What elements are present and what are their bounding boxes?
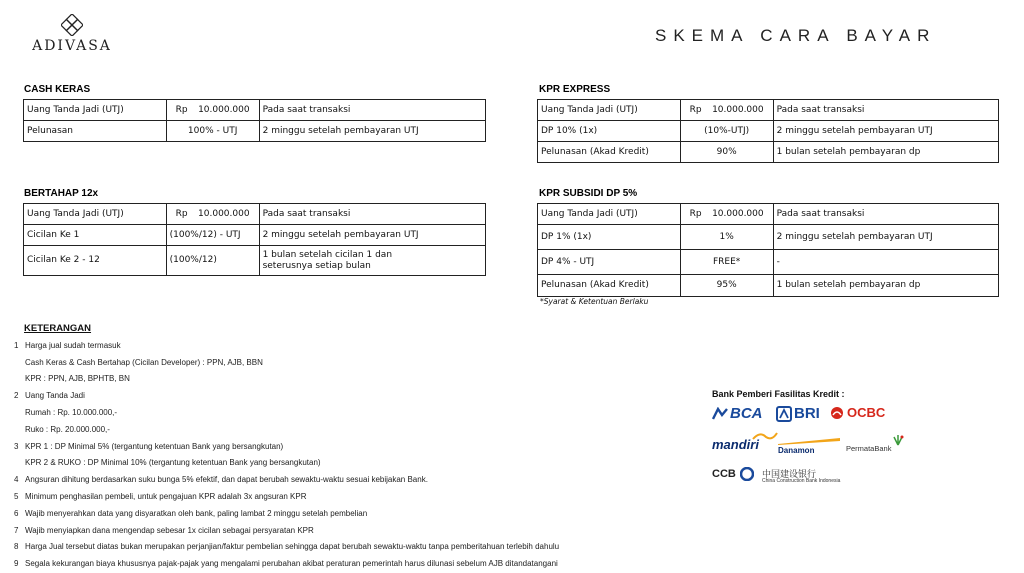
row-note: Pada saat transaksi (773, 204, 998, 225)
permata-logo (846, 444, 891, 453)
item-number: 3 (14, 441, 19, 451)
currency-label: Rp (175, 208, 188, 219)
row-label: Uang Tanda Jadi (UTJ) (538, 100, 681, 121)
row-note: 2 minggu setelah pembayaran UTJ (773, 121, 998, 142)
row-value: FREE* (680, 250, 773, 275)
ccb-mark-icon (740, 467, 754, 481)
cash-keras-table (23, 99, 486, 142)
row-note: 1 bulan setelah pembayaran dp (773, 275, 998, 297)
kpr-express-title: KPR EXPRESS (539, 84, 611, 95)
row-value: 95% (680, 275, 773, 297)
row-note: 2 minggu setelah pembayaran UTJ (259, 225, 485, 246)
table-row (538, 225, 999, 250)
table-row (24, 246, 486, 276)
bertahap-table (23, 203, 486, 276)
item-text: Wajib menyerahkan data yang disyaratkan oleh bank, paling lambat 2 minggu setelah pembelian (25, 508, 368, 518)
amount-value: 10.000.000 (712, 104, 764, 115)
ccb-logo (712, 467, 754, 481)
item-number: 7 (14, 525, 19, 535)
kpr-subsidi-table (537, 203, 999, 297)
row-label: DP 10% (1x) (538, 121, 681, 142)
ccb-english-name: China Construction Bank Indonesia (762, 478, 841, 484)
item-text: Minimum penghasilan pembeli, untuk pengajuan KPR adalah 3x angsuran KPR (25, 492, 307, 502)
ccb-text: CCB (712, 468, 736, 480)
row-label: Cicilan Ke 2 - 12 (24, 246, 167, 276)
bertahap-title: BERTAHAP 12x (24, 188, 99, 199)
list-item (14, 387, 559, 404)
brand-emblem-icon (61, 14, 83, 36)
row-amount (680, 204, 773, 225)
currency-label: Rp (175, 104, 188, 115)
row-label: DP 4% - UTJ (538, 250, 681, 275)
row-value: (100%/12) (166, 246, 259, 276)
table-row (24, 225, 486, 246)
bri-logo (776, 405, 820, 422)
table-row (24, 204, 486, 225)
list-item (14, 337, 559, 354)
table-row (538, 100, 999, 121)
item-text: Angsuran dihitung berdasarkan suku bunga 5% efektif, dan dapat berubah sewaktu-waktu sesuai kebijakan Bank. (25, 475, 428, 485)
list-item (14, 505, 559, 522)
currency-label: Rp (689, 208, 702, 219)
row-note: 1 bulan setelah pembayaran dp (773, 142, 998, 163)
currency-label: Rp (689, 104, 702, 115)
permata-leaf-icon (892, 434, 904, 446)
row-value: 90% (680, 142, 773, 163)
danamon-swoosh-icon (778, 437, 840, 445)
list-item (14, 471, 559, 488)
row-label: Pelunasan (Akad Kredit) (538, 142, 681, 163)
item-text: Segala kekurangan biaya khususnya pajak-pajak yang mengalami perubahan akibat peraturan pemerintah harus dilunasi sebelum AJB ditandatangani (25, 559, 558, 569)
item-text: Uang Tanda Jadi (25, 391, 85, 401)
table-row (538, 250, 999, 275)
table-row (538, 204, 999, 225)
row-label: Uang Tanda Jadi (UTJ) (24, 204, 167, 225)
keterangan-title: KETERANGAN (24, 323, 92, 334)
item-text: Ruko : Rp. 20.000.000,- (25, 424, 110, 434)
row-amount (166, 100, 259, 121)
item-number: 2 (14, 391, 19, 401)
ocbc-logo (830, 405, 885, 420)
keterangan-list (14, 337, 559, 572)
item-text: Rumah : Rp. 10.000.000,- (25, 408, 118, 418)
ocbc-text: OCBC (847, 405, 886, 420)
list-item (14, 555, 559, 572)
table-row (538, 121, 999, 142)
bri-text: BRI (794, 405, 820, 422)
row-amount (680, 100, 773, 121)
row-value: (100%/12) - UTJ (166, 225, 259, 246)
item-text: KPR : PPN, AJB, BPHTB, BN (25, 374, 130, 384)
amount-value: 10.000.000 (712, 208, 764, 219)
row-value: (10%-UTJ) (680, 121, 773, 142)
row-value: 1% (680, 225, 773, 250)
row-label: DP 1% (1x) (538, 225, 681, 250)
mandiri-text: mandiri (712, 437, 759, 452)
item-number: 9 (14, 559, 19, 569)
bca-text: BCA (730, 405, 763, 422)
row-value: 100% - UTJ (166, 121, 259, 142)
list-item (14, 488, 559, 505)
item-number: 1 (14, 340, 19, 350)
row-label: Pelunasan (24, 121, 167, 142)
list-item (14, 438, 559, 455)
item-text: Wajib menyiapkan dana mengendap sebesar 1x cicilan sebagai persyaratan KPR (25, 525, 314, 535)
item-number: 5 (14, 492, 19, 502)
row-note: 2 minggu setelah pembayaran UTJ (259, 121, 485, 142)
row-note: Pada saat transaksi (773, 100, 998, 121)
page-title: SKEMA CARA BAYAR (655, 26, 937, 45)
permata-text: PermataBank (846, 444, 892, 453)
row-label: Cicilan Ke 1 (24, 225, 167, 246)
kpr-express-table (537, 99, 999, 163)
row-note: Pada saat transaksi (259, 100, 485, 121)
amount-value: 10.000.000 (198, 104, 250, 115)
item-text: Cash Keras & Cash Bertahap (Cicilan Developer) : PPN, AJB, BBN (25, 357, 263, 367)
table-row (24, 121, 486, 142)
list-item (14, 421, 559, 438)
bank-section-title: Bank Pemberi Fasilitas Kredit : (712, 389, 845, 399)
table-row (538, 275, 999, 297)
row-label: Pelunasan (Akad Kredit) (538, 275, 681, 297)
amount-value: 10.000.000 (198, 208, 250, 219)
item-number: 4 (14, 475, 19, 485)
list-item (14, 455, 559, 472)
list-item (14, 354, 559, 371)
ocbc-mark-icon (830, 406, 844, 420)
table-row (24, 100, 486, 121)
row-note: - (773, 250, 998, 275)
item-text: Harga jual sudah termasuk (25, 340, 121, 350)
table-row (538, 142, 999, 163)
row-label: Uang Tanda Jadi (UTJ) (24, 100, 167, 121)
bca-mark-icon (712, 407, 728, 421)
note-line: seterusnya setiap bulan (262, 260, 371, 271)
list-item (14, 522, 559, 539)
list-item (14, 539, 559, 556)
item-number: 6 (14, 508, 19, 518)
row-amount (166, 204, 259, 225)
danamon-text: Danamon (778, 446, 815, 455)
item-text: KPR 1 : DP Minimal 5% (tergantung ketentuan Bank yang bersangkutan) (25, 441, 284, 451)
brand-logo (26, 14, 118, 54)
mandiri-logo (712, 437, 759, 452)
brand-name: ADIVASA (32, 38, 112, 54)
row-label: Uang Tanda Jadi (UTJ) (538, 204, 681, 225)
item-text: KPR 2 & RUKO : DP Minimal 10% (tergantung ketentuan Bank yang bersangkutan) (25, 458, 321, 468)
kpr-subsidi-title: KPR SUBSIDI DP 5% (539, 188, 638, 199)
item-text: Harga Jual tersebut diatas bukan merupakan perjanjian/faktur pembelian sehingga dapat berubah sewaktu-waktu tanpa pemberitahuan terlebih dahulu (25, 542, 560, 552)
bri-mark-icon (776, 406, 792, 422)
note-line: 1 bulan setelah cicilan 1 dan (262, 249, 393, 260)
item-number: 8 (14, 542, 19, 552)
row-note: Pada saat transaksi (259, 204, 485, 225)
danamon-logo (778, 446, 814, 455)
list-item (14, 404, 559, 421)
row-note (259, 246, 485, 276)
mandiri-wave-icon (752, 431, 778, 441)
terms-footnote: *Syarat & Ketentuan Berlaku (540, 297, 649, 306)
row-note: 2 minggu setelah pembayaran UTJ (773, 225, 998, 250)
ccb-chinese-name: 中国建设银行 (762, 469, 817, 479)
cash-keras-title: CASH KERAS (24, 84, 91, 95)
list-item (14, 371, 559, 388)
bca-logo (712, 405, 763, 422)
